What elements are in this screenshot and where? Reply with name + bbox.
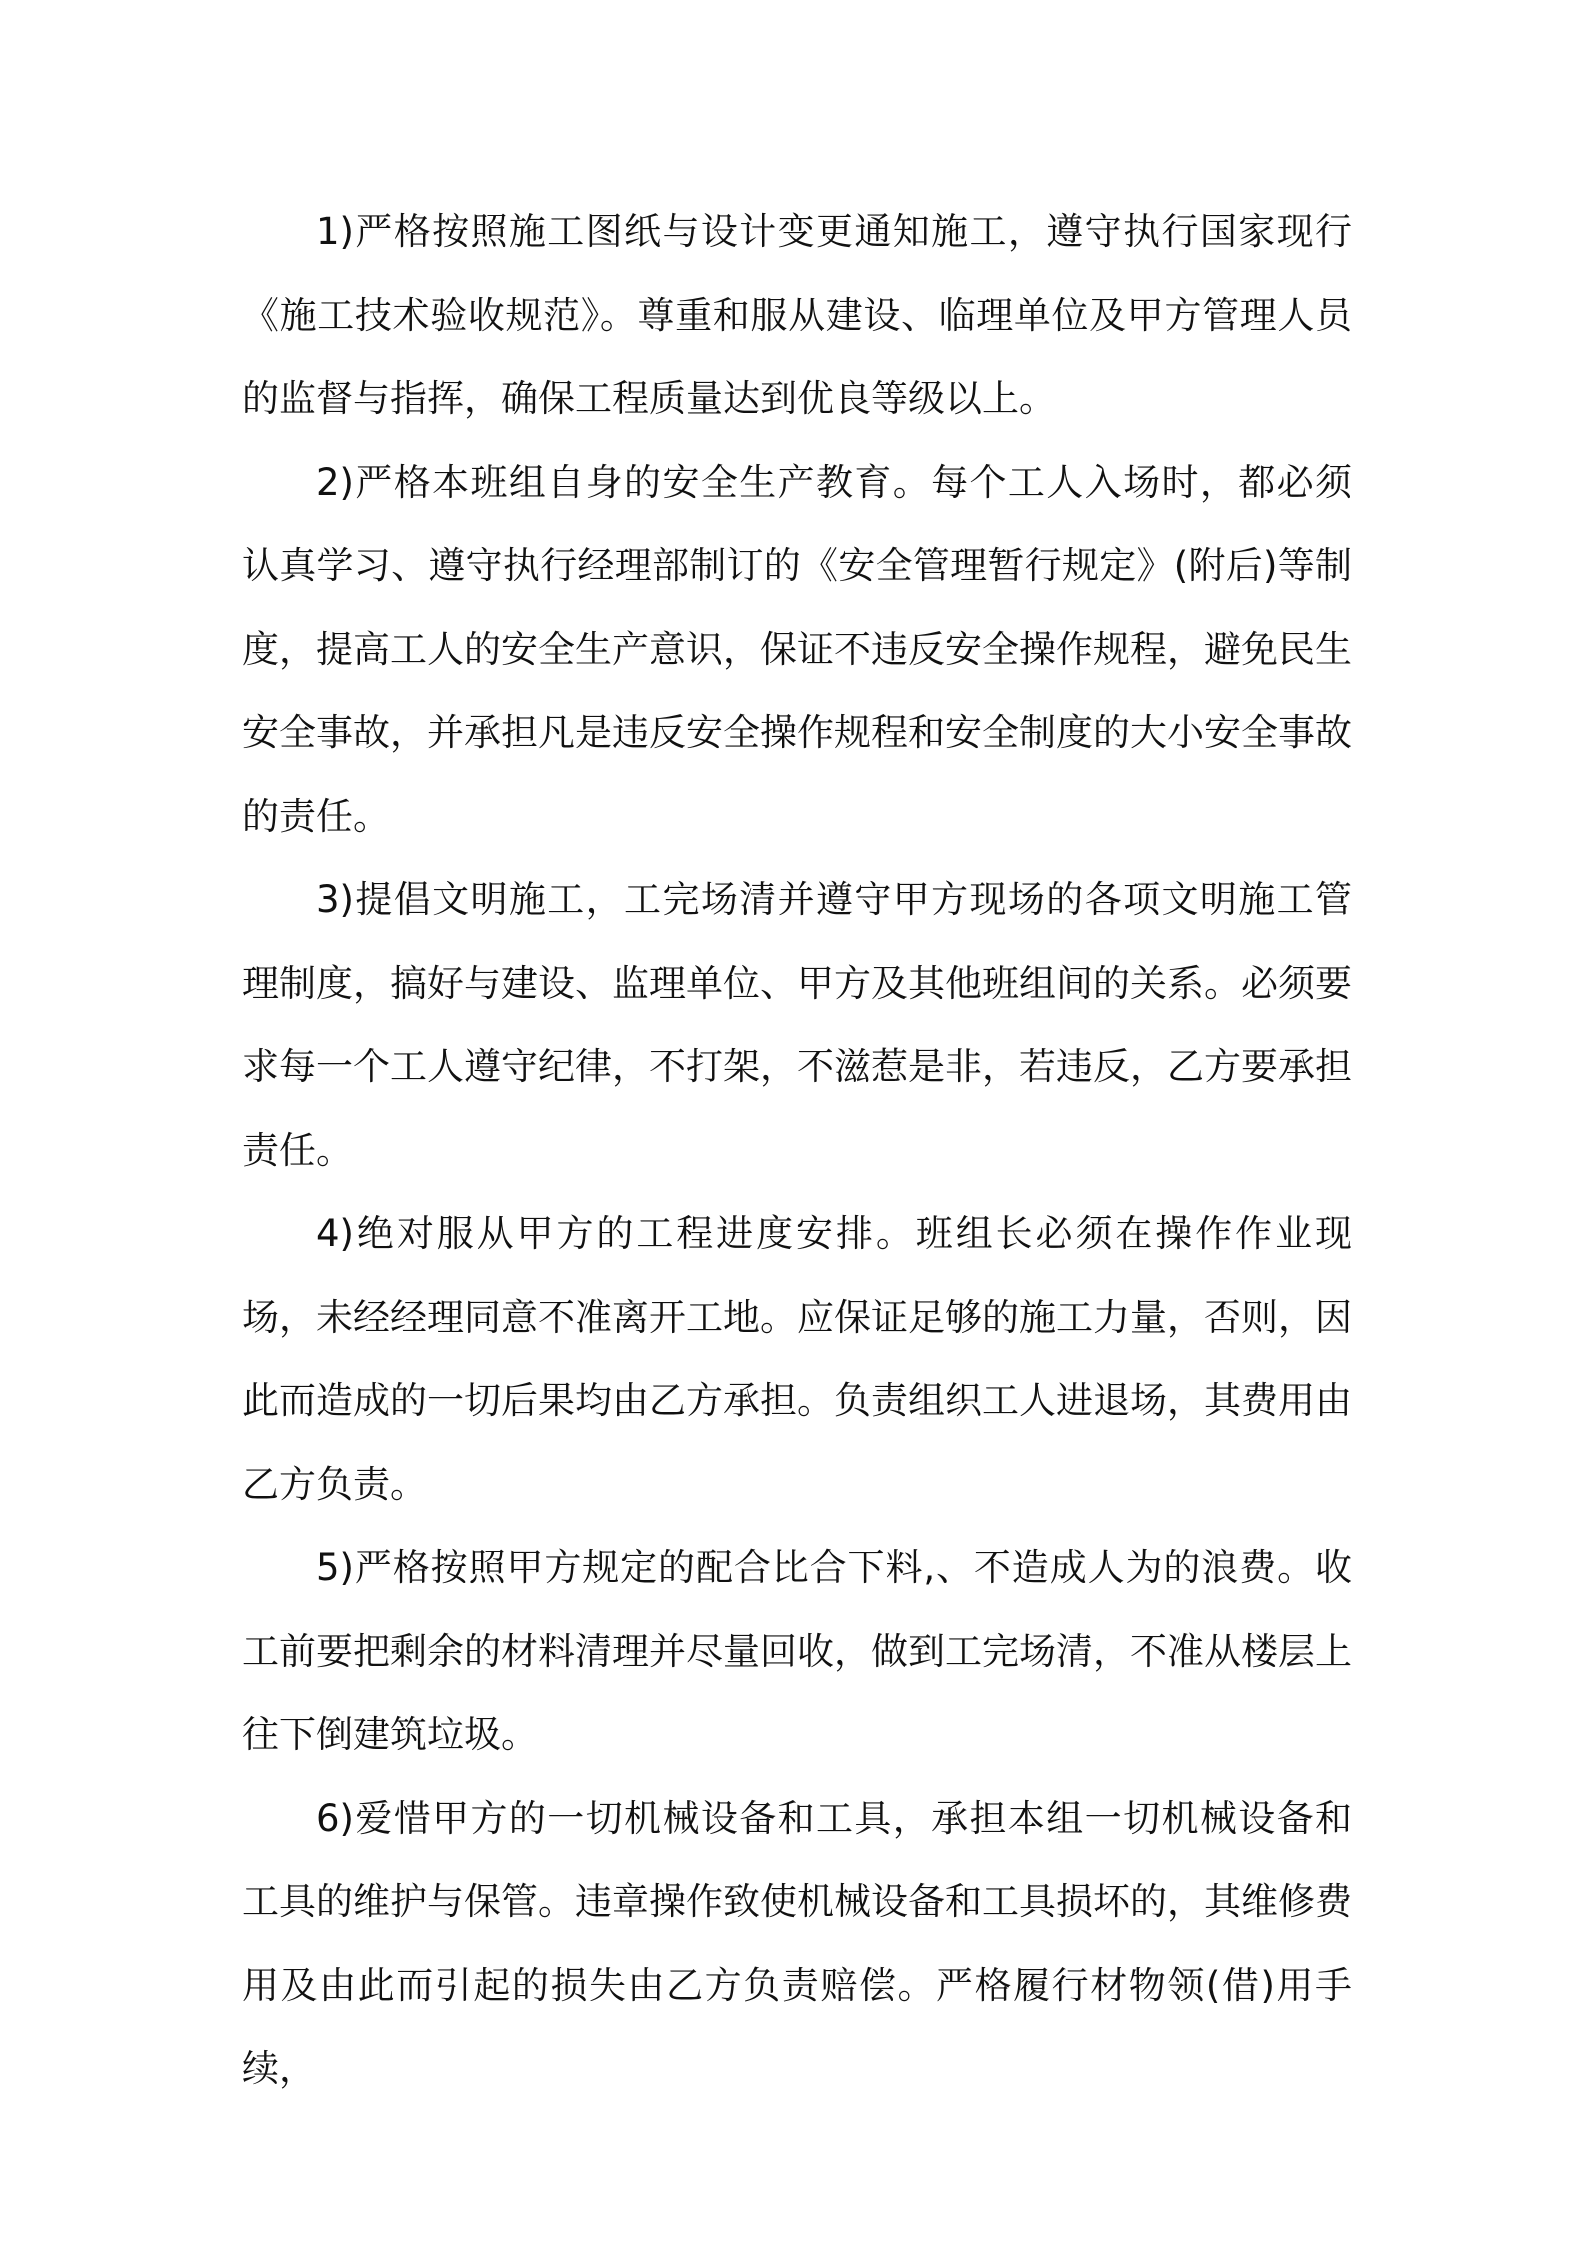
paragraph-5: 5)严格按照甲方规定的配合比合下料,、不造成人为的浪费。收工前要把剩余的材料清理并尽量回收，做到工完场清，不准从楼层上往下倒建筑垃圾。 [242, 1546, 1352, 1756]
paragraph-1: 1)严格按照施工图纸与设计变更通知施工，遵守执行国家现行《施工技术验收规范》。尊重和服从建设、临理单位及甲方管理人员的监督与指挥，确保工程质量达到优良等级以上。 [242, 210, 1352, 420]
paragraph-2: 2)严格本班组自身的安全生产教育。每个工人入场时，都必须认真学习、遵守执行经理部制订的《安全管理暂行规定》(附后)等制度，提高工人的安全生产意识，保证不违反安全操作规程，避免民生安全事故，并承担凡是违反安全操作规程和安全制度的大小安全事故的责任。 [242, 460, 1352, 838]
paragraph-4: 4)绝对服从甲方的工程进度安排。班组长必须在操作作业现场，未经经理同意不准离开工地。应保证足够的施工力量，否则，因此而造成的一切后果均由乙方承担。负责组织工人进退场，其费用由乙方负责。 [242, 1212, 1352, 1506]
paragraph-3: 3)提倡文明施工，工完场清并遵守甲方现场的各项文明施工管理制度，搞好与建设、监理单位、甲方及其他班组间的关系。必须要求每一个工人遵守纪律，不打架，不滋惹是非，若违反，乙方要承担责任。 [242, 878, 1352, 1172]
document-body [242, 190, 1352, 2111]
paragraph-6: 6)爱惜甲方的一切机械设备和工具，承担本组一切机械设备和工具的维护与保管。违章操作致使机械设备和工具损坏的，其维修费用及由此而引起的损失由乙方负责赔偿。严格履行材物领(借)用手续， [242, 1796, 1352, 2090]
